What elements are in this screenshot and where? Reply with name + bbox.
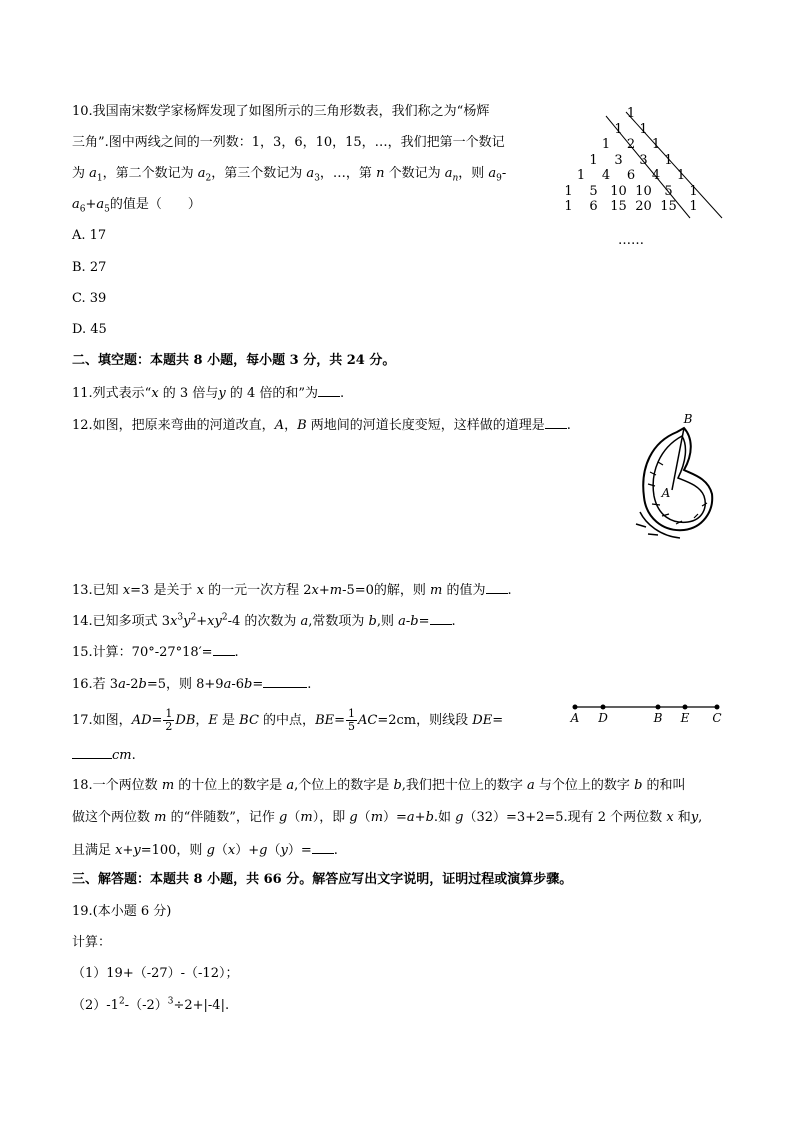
triangle-number: 1 [589,152,598,168]
triangle-number: 4 [651,168,661,183]
triangle-number: 5 [664,183,673,199]
q10-line-4: $a_6+a_5$的值是（ ） [72,197,201,215]
q18-line-1: 18.一个两位数 m 的十位上的数字是 a,个位上的数字是 b,我们把十位上的数字 a 与个位上的数字 b 的和叫 [72,778,686,793]
point-e-label: E [680,711,690,725]
triangle-number: 4 [601,168,611,183]
triangle-number: 1 [564,183,573,199]
q10-option-a: A. 17 [72,228,107,243]
q14: 14.已知多项式 $3x^3y^2+xy^2-4$ 的次数为 a,常数项为 b,则 a-b= . [72,612,456,629]
triangle-number: 6 [626,168,636,183]
point-a-dot [573,705,578,710]
yanghui-triangle-figure [530,98,740,258]
section-2-heading: 二、填空题：本题共 8 小题，每小题 3 分，共 24 分。 [72,353,396,368]
fraction-one-fifth: $\frac{1}{5}$ [348,707,356,733]
q10-line-3: 为 $a_1$，第二个数记为 $a_2$，第三个数记为 $a_3$，…，第 n 个数记为 $a_n$，则 $a_9-$ [72,166,507,184]
section-3-heading: 三、解答题：本题共 8 小题，共 66 分。解答应写出文字说明，证明过程或演算步骤。 [72,872,573,887]
q13: 13.已知 x=3 是关于 x 的一元一次方程 2x+m-5=0的解，则 m 的值为 . [72,583,512,598]
q18-line-2: 做这个两位数 m 的“伴随数”，记作 g（m），即 g（m）=a+b.如 g（32）=3+2=5.现有 2 个两位数 x 和y, [72,810,703,825]
triangle-number: 3 [614,152,623,168]
triangle-number: 1 [564,199,573,214]
triangle-number: 1 [626,106,636,121]
triangle-number: 1 [689,199,698,214]
q17-answer-blank[interactable] [72,746,112,759]
q15: 15.计算：70°-27°18′= . [72,645,239,660]
triangle-number: 20 [635,199,652,214]
q17-line-1: 17.如图，AD= $\frac{1}{2}$ DB，E 是 BC 的中点，BE= $\frac{1}{5}$ AC=2cm，则线段 DE= [72,707,504,733]
q10-line-2: 三角”.图中两线之间的一列数：1，3，6，10，15，…，我们把第一个数记 [72,135,505,150]
river-figure [632,412,722,542]
q10-line-1: 10.我国南宋数学家杨辉发现了如图所示的三角形数表，我们称之为“杨辉 [72,104,490,119]
fraction-one-half: $\frac{1}{2}$ [165,707,173,733]
triangle-number: 6 [589,199,598,214]
point-d-dot [601,705,606,710]
q13-answer-blank[interactable] [486,581,508,594]
point-b-label: B [653,711,663,725]
river-point-a-label: A [661,486,671,500]
point-c-dot [715,705,720,710]
q12-answer-blank[interactable] [545,416,567,429]
q17-line-2: cm. [72,746,136,764]
triangle-number: 10 [635,183,652,199]
q11-answer-blank[interactable] [318,384,340,397]
q12: 12.如图，把原来弯曲的河道改直，A，B 两地间的河道长度变短，这样做的道理是 . [72,418,571,433]
point-a-label: A [570,711,580,725]
triangle-number: 1 [614,121,623,137]
triangle-number: 1 [639,121,648,137]
river-point-b-label: B [683,412,693,426]
triangle-number: 2 [626,137,636,152]
triangle-number: 10 [610,183,627,199]
point-b-dot [656,705,661,710]
q19-heading: 19.(本小题 6 分) [72,904,172,919]
point-e-dot [683,705,688,710]
q11: 11.列式表示“x 的 3 倍与y 的 4 倍的和”为 . [72,386,345,401]
triangle-number: 15 [610,199,627,214]
q15-answer-blank[interactable] [213,643,235,656]
q10-option-c: C. 39 [72,291,107,306]
q16: 16.若 3a-2b=5，则 8+9a-6b= . [72,677,312,692]
triangle-number: 1 [576,168,586,183]
triangle-ellipsis: …… [618,233,644,248]
triangle-number: 5 [589,183,598,199]
triangle-number: 1 [676,168,686,183]
q10-option-b: B. 27 [72,260,107,275]
q19-calc-label: 计算： [72,935,112,950]
triangle-number: 1 [664,152,673,168]
q10-option-d: D. 45 [72,322,107,337]
q14-answer-blank[interactable] [430,612,452,625]
q18-answer-blank[interactable] [312,841,334,854]
triangle-number: 1 [689,183,698,199]
point-c-label: C [712,711,722,725]
triangle-number: 15 [660,199,677,214]
triangle-number: 3 [639,152,648,168]
segment-line [565,700,730,714]
q18-line-3: 且满足 x+y=100，则 g（x）+g（y）= . [72,843,338,858]
segment-figure [565,700,730,730]
triangle-number: 1 [651,137,661,152]
q16-answer-blank[interactable] [263,675,307,688]
point-d-label: D [598,711,608,725]
q19-part-2: $(2)-1^2-(-2)^3\div 2+|-4|$. [72,996,230,1013]
triangle-number: 1 [601,137,611,152]
q19-part-1: （1）19+（-27）-（-12）； [72,966,239,981]
river-drawing [632,412,722,542]
